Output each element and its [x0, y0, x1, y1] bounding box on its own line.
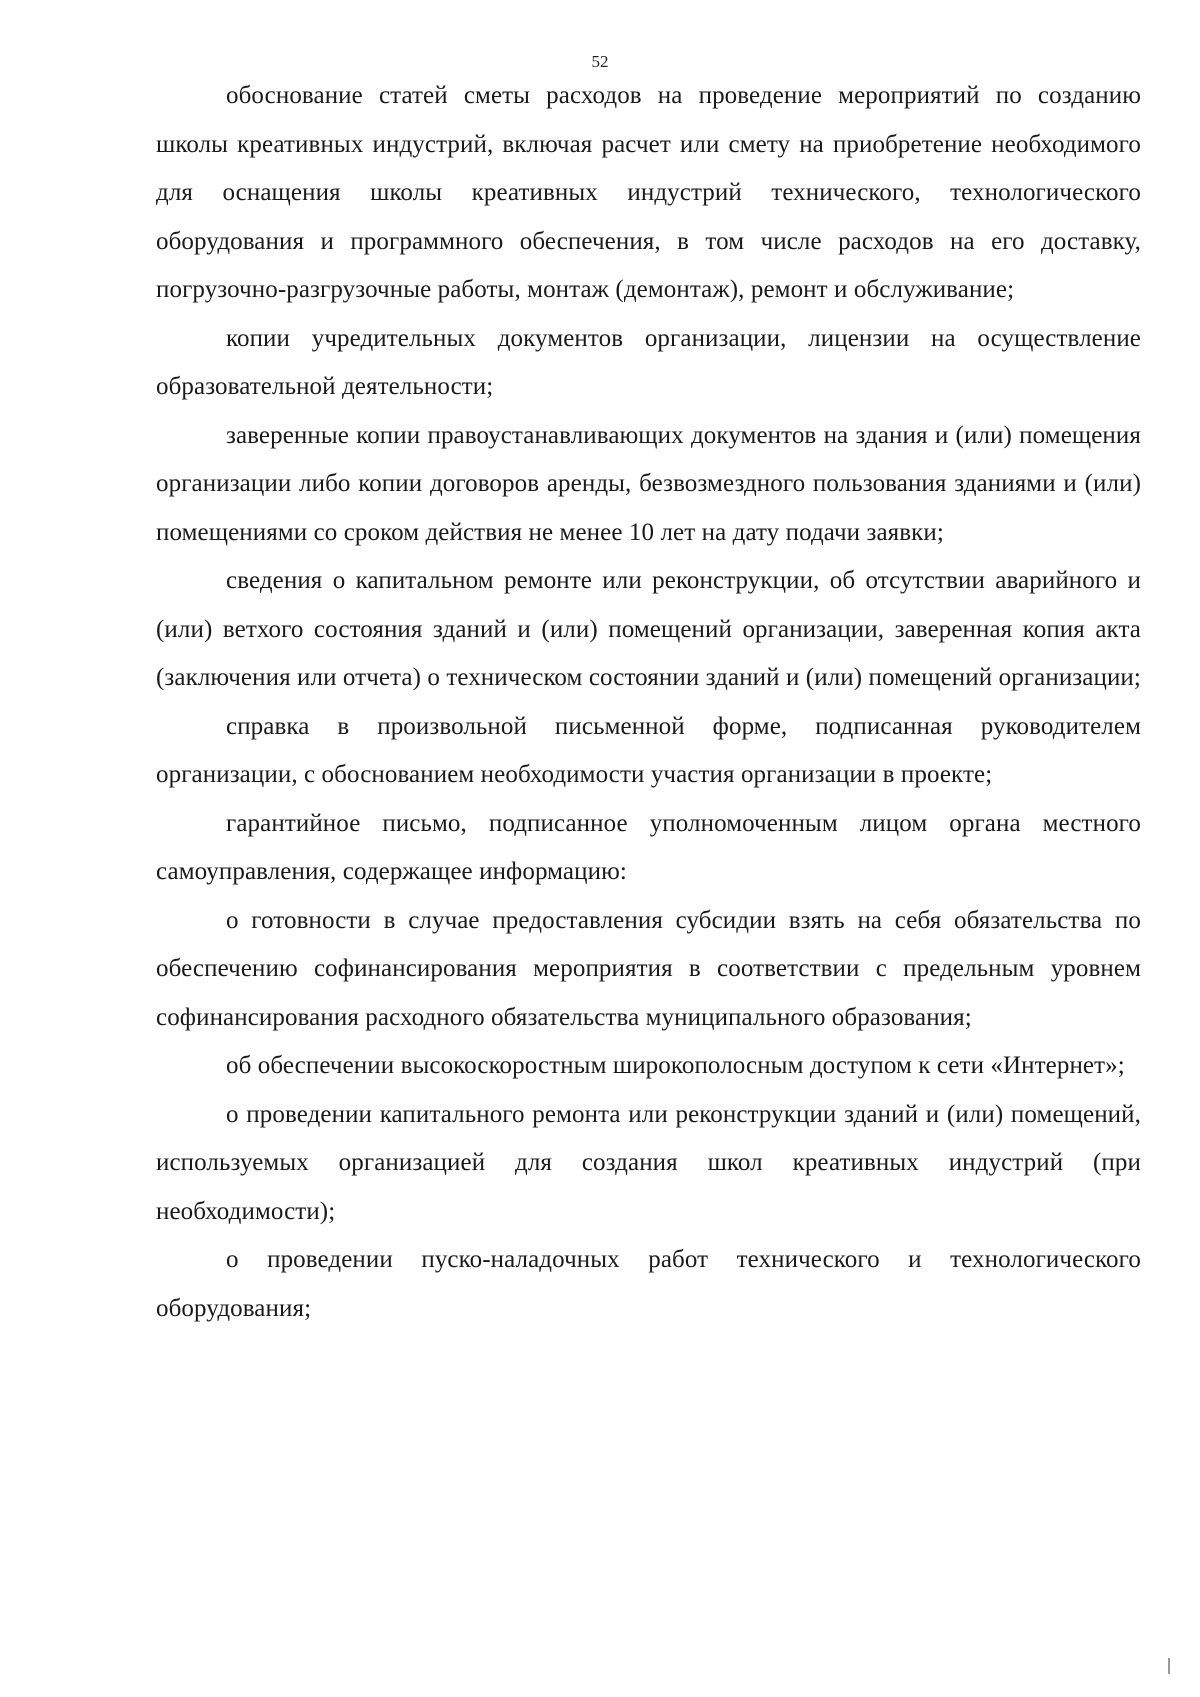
paragraph-certificate: справка в произвольной письменной форме, подписанная руководителем организации, с обоснованием необходимости участия организации в проекте;: [156, 712, 1141, 788]
scan-artifact-mark: [1168, 1658, 1170, 1674]
paragraph-commissioning: о проведении пуско-наладочных работ технического и технологического оборудования;: [156, 1246, 1141, 1322]
paragraph-founding-documents: копии учредительных документов организации, лицензии на осуществление образовательной деятельности;: [156, 324, 1141, 400]
paragraph-capital-repair: о проведении капитального ремонта или реконструкции зданий и (или) помещений, используемых организацией для создания школ креативных индустрий (при необходимости);: [156, 1100, 1141, 1225]
page-number: 52: [591, 52, 609, 71]
document-body: [156, 72, 1141, 1333]
paragraph-repair-information: сведения о капитальном ремонте или реконструкции, об отсутствии аварийного и (или) ветхого состояния зданий и (или) помещений организации, заверенная копия акта (заключения или отчета) о техническом состоянии зданий и (или) помещений организации;: [156, 567, 1141, 691]
paragraph-cofinancing: о готовности в случае предоставления субсидии взять на себя обязательства по обеспечению софинансирования мероприятия в соответствии с предельным уровнем софинансирования расходного обязательства муниципального образования;: [156, 906, 1141, 1031]
paragraph-cost-justification: обоснование статей сметы расходов на проведение мероприятий по созданию школы креативных индустрий, включая расчет или смету на приобретение необходимого для оснащения школы креативных индустрий технического, технологического оборудования и программного обеспечения, в том числе расходов на его доставку, погрузочно-разгрузочные работы, монтаж (демонтаж), ремонт и обслуживание;: [156, 82, 1141, 303]
paragraph-guarantee-letter: гарантийное письмо, подписанное уполномоченным лицом органа местного самоуправления, содержащее информацию:: [156, 809, 1141, 885]
paragraph-title-documents: заверенные копии правоустанавливающих документов на здания и (или) помещения организации либо копии договоров аренды, безвозмездного пользования зданиями и (или) помещениями со сроком действия не менее 10 лет на дату подачи заявки;: [156, 421, 1141, 546]
paragraph-internet-access: об обеспечении высокоскоростным широкополосным доступом к сети «Интернет»;: [226, 1052, 1125, 1079]
